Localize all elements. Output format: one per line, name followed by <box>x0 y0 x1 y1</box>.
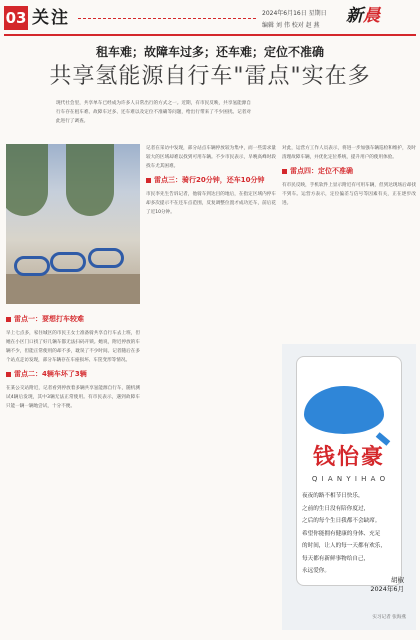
heading-marker <box>6 372 11 377</box>
body-paragraph: 早上七点多，家住城区的市民王女士准备骑共享自行车去上班，但她在小区门口找了好几辆车都无法扫码开锁。她说，附近停放的车辆不少，但能正常使用的却不多，耽误了不少时间。记者随后在多个站点走访发现，部分车辆存在车座损坏、车筐变形等情况。 <box>6 331 140 363</box>
masthead <box>0 0 420 38</box>
section-name: 关注 <box>32 8 70 28</box>
card-pinyin: Q I A N Y I H A O <box>311 475 387 483</box>
message-line: 的时间，让人的每一天都有欢乐， <box>302 543 386 549</box>
card-title: 钱怡豪 <box>312 445 385 470</box>
body-paragraph: 有市民反映，手机软件上显示附近有可用车辆，但到达现场后却找不到车。运营方表示，定位偏差与信号等因素有关，正在逐步改进。 <box>282 183 416 206</box>
issue-date: 2024年6月16日 星期日 <box>262 10 327 17</box>
column-2 <box>146 144 276 217</box>
article-subtitle: 租车难；故障车过多；还车难；定位不准确 <box>95 45 324 59</box>
bike-photo <box>6 144 140 304</box>
editor-credit: 编辑 刘 伟 校对 赵 燕 <box>262 22 320 29</box>
body-paragraph: 在某公交站附近，记者看到停放着多辆共享氢能源自行车，随机测试4辆后发现，其中3辆无法正常使用。有市民表示，遇到故障车只能一辆一辆地尝试，十分不便。 <box>6 386 140 409</box>
message-line: 永远爱你。 <box>302 568 330 574</box>
body-paragraph: 市民李先生告诉记者，他骑车到达目的地后，在指定区域内停车却多次提示不在还车点范围，反复调整位置才成功还车，前后花了近10分钟。 <box>146 192 276 215</box>
masthead-divider <box>78 18 256 19</box>
section-heading: 雷点三：骑行20分钟，还车10分钟 <box>146 175 276 186</box>
article-headline: 共享氢能源自行车"雷点"实在多 <box>49 64 371 89</box>
pavement <box>6 274 140 304</box>
heading-marker <box>146 178 151 183</box>
body-paragraph: 对此，运营方工作人员表示，将进一步加强车辆巡检和维护，及时清理故障车辆，并优化定位系统，提升用户的使用体验。 <box>282 146 416 160</box>
column-3 <box>282 144 416 208</box>
section-heading: 雷点二：4辆车坏了3辆 <box>6 369 140 380</box>
tree-shape <box>66 144 114 216</box>
column-1 <box>6 310 140 411</box>
birthday-greeting-card <box>282 344 416 630</box>
section-heading: 雷点一：要想打车较难 <box>6 314 140 325</box>
tree-shape <box>6 144 48 216</box>
card-signature: 胡椒 2024年6月 <box>370 576 404 593</box>
bicycle-wheel <box>88 248 124 268</box>
message-line: 每天都有新鲜事物给自己， <box>302 555 370 562</box>
heading-marker <box>6 317 11 322</box>
card-message <box>302 490 396 578</box>
message-line: 之后的每个生日我都不会缺席。 <box>302 518 381 524</box>
section-heading: 雷点四：定位不准确 <box>282 166 416 177</box>
body-paragraph: 记者在采访中发现，部分站点车辆停放较为集中，而一些需求量较大的区域却难以找到可用车辆。不少市民表示，早晚高峰时段找车尤其困难。 <box>146 146 276 169</box>
newspaper-logo: 新晨 <box>346 6 380 26</box>
header-rule <box>4 34 416 36</box>
message-line: 希望你能拥有健康的身体、充足 <box>302 530 381 537</box>
heading-marker <box>282 169 287 174</box>
article-lead: 现代社会里，共享单车已经成为许多人日常出行的方式之一。近期，有市民反映，共享氢能源自行车存在租车难、故障车过多、还车难以及定位不准确等问题，给出行带来了不少困扰。记者对此进行了调查。 <box>56 101 251 124</box>
reporter-byline: 实习记者 张海燕 <box>372 615 406 620</box>
message-line: 之前的生日没有陪你度过， <box>302 505 370 512</box>
message-line: 夜夜的路不相节日快乐， <box>302 493 364 499</box>
bicycle-wheel <box>14 256 50 276</box>
bicycle-wheel <box>50 252 86 272</box>
section-number: 03 <box>4 6 28 30</box>
